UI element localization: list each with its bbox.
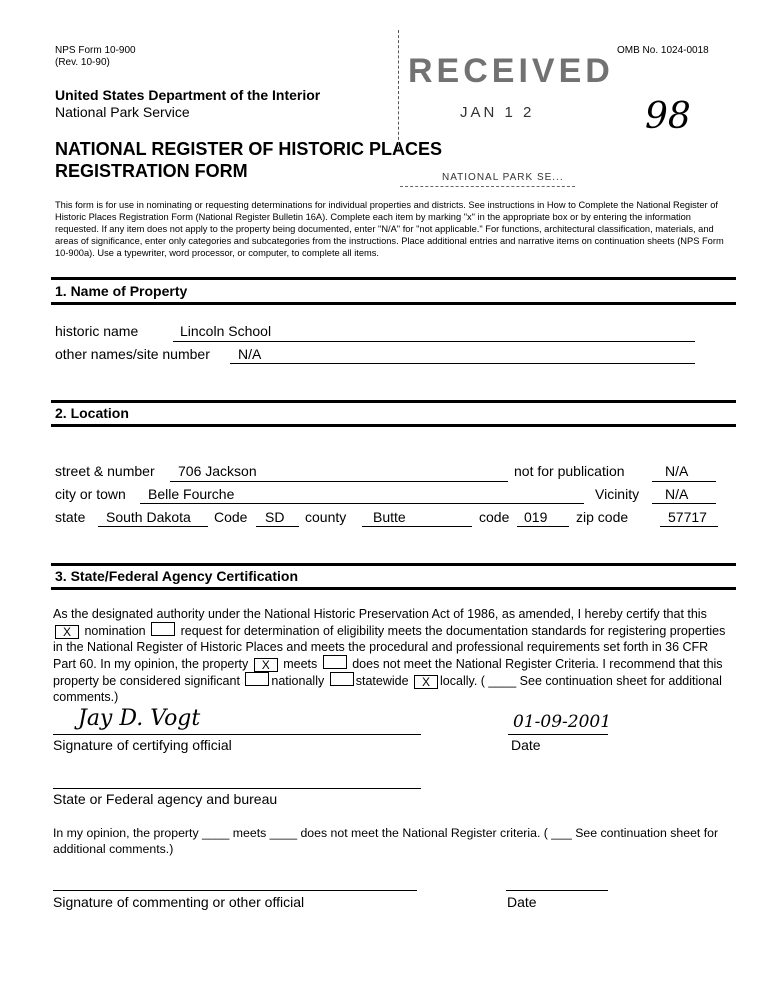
historic-name-line (173, 341, 695, 342)
commenting-label: Signature of commenting or other official (53, 894, 305, 910)
date2-label: Date (507, 894, 537, 910)
historic-name-label: historic name (55, 323, 139, 339)
opinion-line1: In my opinion, the property ____ meets ____ does not meet the National Register criteria. ( ___ See continuation sheet for (53, 826, 719, 840)
locally-label: locally. ( ____ See continuation sheet for additional (440, 674, 722, 688)
vicinity-line (652, 503, 716, 504)
nomination-checkbox[interactable]: X (55, 625, 79, 639)
statewide-label: statewide (355, 674, 409, 688)
nationally-checkbox[interactable] (245, 672, 269, 686)
not-meet-label: does not meet the National Register Criteria. I recommend that this (352, 657, 723, 671)
commenting-line (53, 890, 417, 891)
state-code-label: Code (214, 509, 248, 525)
cert-line5 (53, 672, 733, 689)
cert-line1: As the designated authority under the National Historic Preservation Act of 1986, as amended, I hereby certify that this (53, 607, 707, 621)
form-id: NPS Form 10-900 (55, 45, 136, 56)
county-line (362, 526, 472, 527)
not-meet-checkbox[interactable] (323, 655, 347, 669)
nomination-label: nomination (84, 624, 146, 638)
certifying-signature: Jay D. Vogt (78, 706, 201, 731)
section1-heading: 1. Name of Property (55, 283, 188, 299)
significance-text: property be considered significant (53, 674, 240, 688)
date2-line (506, 890, 608, 891)
county-code-line (517, 526, 569, 527)
date-line (508, 734, 608, 735)
county-value[interactable]: Butte (373, 509, 406, 525)
meets-label: meets (283, 657, 318, 671)
other-names-line (230, 363, 695, 364)
section2-bottom-rule (51, 424, 736, 427)
service-name: National Park Service (55, 104, 190, 120)
county-code-value[interactable]: 019 (524, 509, 548, 525)
cert-line2 (53, 622, 733, 639)
street-line (170, 481, 508, 482)
stamp-received: RECEIVED (408, 52, 614, 90)
date-label: Date (511, 737, 541, 753)
certification-paragraph (53, 606, 733, 705)
state-code-value[interactable]: SD (265, 509, 285, 525)
street-value[interactable]: 706 Jackson (178, 463, 257, 479)
zip-value[interactable]: 57717 (668, 509, 707, 525)
omb-number: OMB No. 1024-0018 (617, 45, 709, 56)
historic-name-value[interactable]: Lincoln School (180, 323, 272, 339)
cert-line4 (53, 655, 733, 672)
certification-date[interactable]: 01-09-2001 (513, 712, 612, 732)
vicinity-label: Vicinity (595, 486, 640, 502)
zip-label: zip code (576, 509, 629, 525)
request-checkbox[interactable] (151, 622, 175, 636)
county-label: county (305, 509, 347, 525)
section2-top-rule (51, 400, 736, 403)
street-label: street & number (55, 463, 155, 479)
county-code-label: code (479, 509, 510, 525)
section1-top-rule (51, 277, 736, 280)
request-label: request for determination of eligibility meets the documentation standards for registering properties (180, 624, 726, 638)
received-stamp (398, 30, 614, 190)
cert-line3: in the National Register of Historic Places and meets the procedural and professional requirements set forth in 36 CFR (53, 640, 709, 654)
nationally-label: nationally (271, 674, 325, 688)
locally-checkbox[interactable]: X (414, 675, 438, 689)
city-line (140, 503, 584, 504)
property-opinion-text: Part 60. In my opinion, the property (53, 657, 249, 671)
state-code-line (256, 526, 299, 527)
signature-label: Signature of certifying official (53, 737, 232, 753)
section3-heading: 3. State/Federal Agency Certification (55, 568, 298, 584)
form-revision: (Rev. 10-90) (55, 57, 110, 68)
signature-line (53, 734, 421, 735)
cert-line6: comments.) (53, 690, 119, 704)
stamp-agency: NATIONAL PARK SE... (442, 172, 564, 183)
stamp-date: JAN 1 2 (460, 104, 535, 121)
form-title-line2: REGISTRATION FORM (55, 161, 248, 181)
section1-bottom-rule (51, 302, 736, 305)
handwritten-number: 98 (645, 96, 691, 137)
instructions-text: This form is for use in nominating or requesting determinations for individual properties and districts. See instructions in How to Complete the National Register of Historic Places Registration Form (National Register Bulletin 16A). Complete each item by marking "x" in the appropriate box or by entering the information requested. If any item does not apply to the property being documented, enter "N/A" for "not applicable." For functions, architectural classification, materials, and areas of significance, enter only categories and subcategories from the instructions. Place additional entries and narrative items on continuation sheets (NPS Form 10-900a). Use a typewriter, word processor, or computer, to complete all items. (55, 200, 724, 258)
agency-line (53, 788, 421, 789)
zip-line (660, 526, 718, 527)
section3-bottom-rule (51, 587, 736, 590)
agency-label: State or Federal agency and bureau (53, 791, 278, 807)
section2-heading: 2. Location (55, 405, 129, 421)
other-names-value[interactable]: N/A (238, 346, 262, 362)
nfp-value[interactable]: N/A (665, 463, 689, 479)
state-value[interactable]: South Dakota (106, 509, 191, 525)
nfp-line (652, 481, 716, 482)
statewide-checkbox[interactable] (330, 672, 354, 686)
section3-top-rule (51, 563, 736, 566)
form-title-line1: NATIONAL REGISTER OF HISTORIC PLACES (55, 139, 443, 159)
city-value[interactable]: Belle Fourche (148, 486, 235, 502)
city-label: city or town (55, 486, 126, 502)
meets-checkbox[interactable]: X (254, 658, 278, 672)
state-line (98, 526, 208, 527)
state-label: state (55, 509, 86, 525)
department-name: United States Department of the Interior (55, 87, 321, 103)
opinion-line2: additional comments.) (53, 842, 174, 856)
nfp-label: not for publication (514, 463, 625, 479)
vicinity-value[interactable]: N/A (665, 486, 689, 502)
other-names-label: other names/site number (55, 346, 210, 362)
